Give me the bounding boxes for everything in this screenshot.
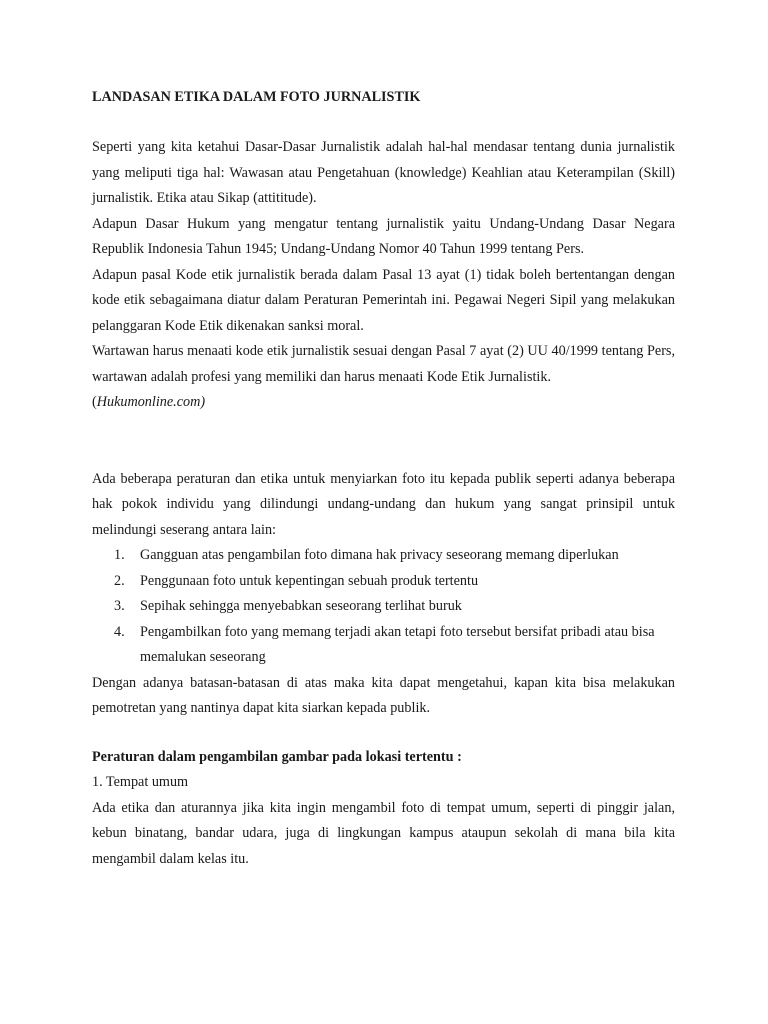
- paragraph-pasal-kode-etik: Adapun pasal Kode etik jurnalistik berada dalam Pasal 13 ayat (1) tidak boleh bertentangan dengan kode etik sebagaimana diatur dalam Peraturan Pemerintah ini. Pegawai Negeri Sipil yang melakukan pelanggaran Kode Etik dikenakan sanksi moral.: [92, 266, 675, 334]
- section-heading: Peraturan dalam pengambilan gambar pada lokasi tertentu :: [92, 748, 462, 765]
- list-item-text: Sepihak sehingga menyebabkan seseorang terlihat buruk: [140, 598, 462, 614]
- list-item: [92, 594, 675, 620]
- paragraph-dasar-jurnalistik: Seperti yang kita ketahui Dasar-Dasar Jurnalistik adalah hal-hal mendasar tentang dunia jurnalistik yang meliputi tiga hal: Wawasan atau Pengetahuan (knowledge) Keahlian atau Keterampilan (Skill) jurnalistik. Etika atau Sikap (attititude).: [92, 139, 675, 206]
- rules-list: [92, 543, 675, 671]
- paragraph-intro-rules: Ada beberapa peraturan dan etika untuk menyiarkan foto itu kepada publik seperti adanya beberapa hak pokok individu yang dilindungi undang-undang dan hukum yang sangat prinsipil untuk melindungi seserang antara lain:: [92, 470, 675, 538]
- list-item-text: Pengambilkan foto yang memang terjadi akan tetapi foto tersebut bersifat pribadi atau bisa memalukan seseorang: [140, 623, 655, 665]
- list-item-number: 4.: [114, 623, 125, 640]
- source-text: Hukumonline.com): [96, 394, 206, 410]
- list-item: [92, 543, 675, 569]
- list-item-number: 3.: [114, 598, 125, 614]
- document-title: LANDASAN ETIKA DALAM FOTO JURNALISTIK: [92, 89, 421, 105]
- list-item-number: 1.: [114, 547, 125, 563]
- list-item: [92, 569, 675, 595]
- paragraph-wartawan: Wartawan harus menaati kode etik jurnalistik sesuai dengan Pasal 7 ayat (2) UU 40/1999 tentang Pers, wartawan adalah profesi yang memiliki dan harus menaati Kode Etik Jurnalistik.: [92, 343, 675, 385]
- list-item-text: Gangguan atas pengambilan foto dimana hak privacy seseorang memang diperlukan: [140, 547, 619, 563]
- list-item-number: 2.: [114, 572, 125, 589]
- list-item-text: Penggunaan foto untuk kepentingan sebuah produk tertentu: [140, 572, 479, 589]
- paragraph-tempat-umum: Ada etika dan aturannya jika kita ingin mengambil foto di tempat umum, seperti di pinggir jalan, kebun binatang, bandar udara, juga di lingkungan kampus ataupun sekolah di mana bila kita mengambil dalam kelas itu.: [92, 799, 675, 867]
- source-open-paren: (: [92, 394, 97, 410]
- paragraph-dasar-hukum: Adapun Dasar Hukum yang mengatur tentang jurnalistik yaitu Undang-Undang Dasar Negara Republik Indonesia Tahun 1945; Undang-Undang Nomor 40 Tahun 1999 tentang Pers.: [92, 215, 675, 257]
- source-citation: [92, 390, 675, 416]
- paragraph-conclusion: Dengan adanya batasan-batasan di atas maka kita dapat mengetahui, kapan kita bisa melakukan pemotretan yang nantinya dapat kita siarkan kepada publik.: [92, 674, 675, 716]
- list-item: [92, 620, 675, 671]
- section-item-label: 1. Tempat umum: [92, 774, 189, 790]
- document-body: [92, 84, 675, 872]
